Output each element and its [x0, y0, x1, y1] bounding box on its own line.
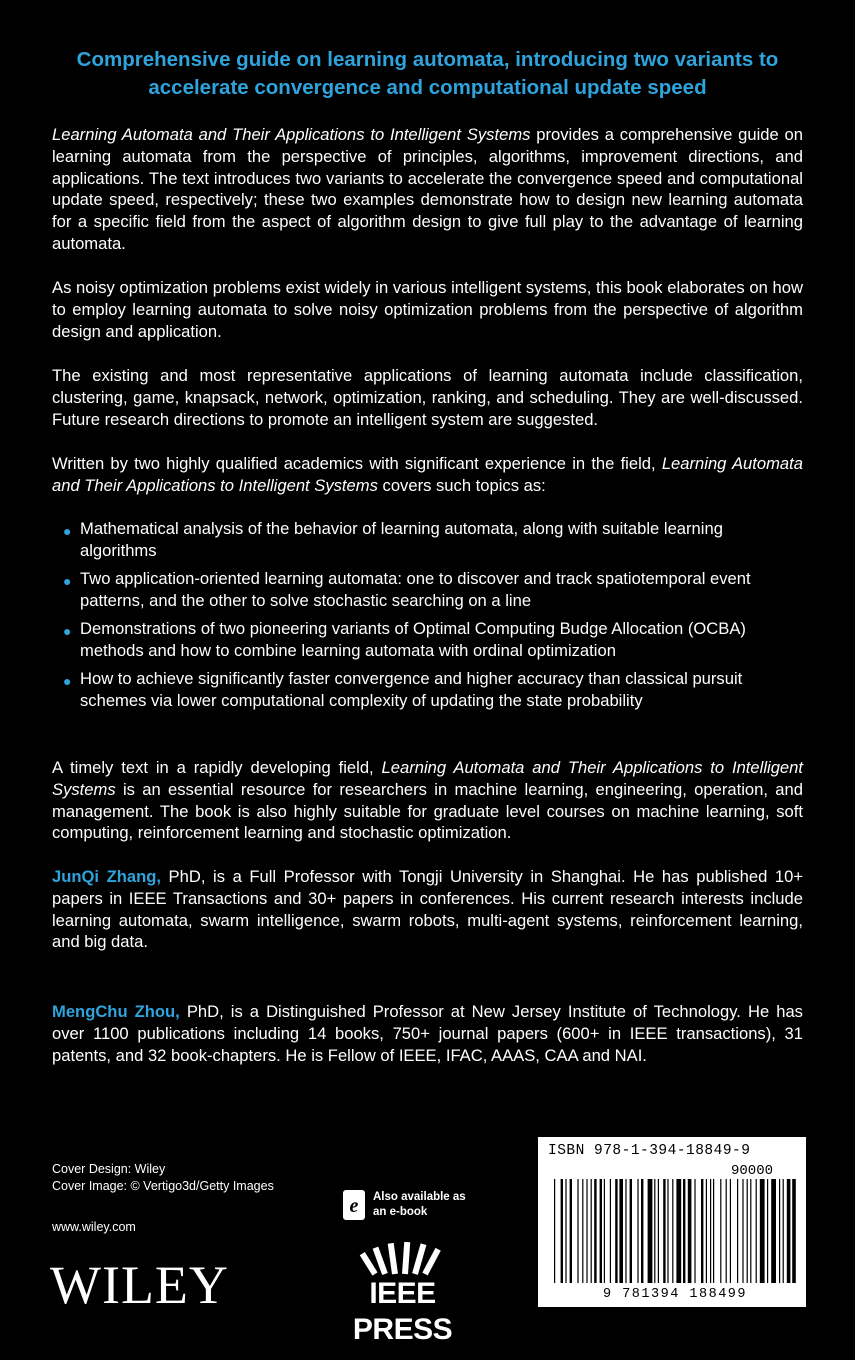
cover-credits	[52, 1161, 274, 1195]
author-bio-zhou	[52, 1001, 803, 1066]
list-item-text: Demonstrations of two pioneering variants of Optimal Computing Budge Allocation (OCBA) methods and how to combine learning automata with ordinal optimization	[80, 618, 746, 660]
list-item	[52, 618, 803, 662]
ieee-press-wordmark: IEEE PRESS	[352, 1277, 453, 1346]
wiley-logo: WILEY	[50, 1255, 229, 1315]
ieee-fan-icon	[320, 1240, 485, 1280]
ebook-icon: e	[343, 1190, 365, 1220]
ebook-notice	[343, 1190, 473, 1220]
paragraph-text: covers such topics as:	[377, 475, 546, 495]
description-paragraph-1	[52, 124, 803, 255]
ebook-label: Also available as an e-book	[373, 1191, 466, 1218]
author-bio-zhang	[52, 866, 803, 953]
bullet-icon: ●	[63, 523, 72, 539]
author-name: JunQi Zhang,	[52, 867, 161, 886]
back-cover-headline: Comprehensive guide on learning automata, introducing two variants to accelerate convergence and computational update speed	[76, 48, 779, 99]
list-item	[52, 568, 803, 612]
author-bio-text: PhD, is a Distinguished Professor at New Jersey Institute of Technology. He has over 1100 publications including 14 books, 750+ journal papers (600+ in IEEE transactions), 31 patents, and 32 book-chapters. He is Fellow of IEEE, IFAC, AAAS, CAA and NAI.	[52, 1002, 803, 1065]
barcode-bars	[550, 1179, 800, 1285]
list-item-text: Mathematical analysis of the behavior of learning automata, along with suitable learning algorithms	[80, 519, 723, 560]
summary-paragraph	[52, 757, 803, 844]
ieee-press-logo	[320, 1240, 485, 1346]
description-paragraph-2: As noisy optimization problems exist widely in various intelligent systems, this book elaborates on how to employ learning automata to solve noisy optimization problems from the perspective of algorithm design and application.	[52, 278, 803, 341]
price-code: 90000	[731, 1163, 774, 1179]
paragraph-text: A timely text in a rapidly developing field,	[52, 758, 382, 777]
author-name: MengChu Zhou,	[52, 1002, 180, 1021]
list-item-text: Two application-oriented learning automata: one to discover and track spatiotemporal event patterns, and the other to solve stochastic searching on a line	[80, 568, 751, 610]
publisher-website: www.wiley.com	[52, 1220, 136, 1234]
list-item	[52, 668, 803, 712]
book-title-italic: Learning Automata and Their Applications to Intelligent Systems	[52, 454, 803, 495]
author-bio-text: PhD, is a Full Professor with Tongji University in Shanghai. He has published 10+ papers in IEEE Transactions and 30+ papers in conferences. His current research interests include learning automata, swarm intelligence, swarm robots, multi-agent systems, reinforcement learning, and big data.	[52, 867, 804, 952]
bullet-icon: ●	[63, 572, 72, 589]
cover-design-credit: Cover Design: Wiley	[52, 1162, 166, 1176]
topics-list	[52, 518, 803, 718]
barcode-digits: 9 781394 188499	[602, 1287, 748, 1302]
isbn-barcode	[538, 1137, 806, 1307]
paragraph-text: Written by two highly qualified academics with significant experience in the field,	[52, 454, 662, 473]
paragraph-text: provides a comprehensive guide on learning automata from the perspective of principles, algorithms, improvement directions, and applications. The text introduces two variants to accelerate the convergence speed and computational update speed, respectively; these two examples demonstrate how to design new learning automata for a specific field from the aspect of algorithm design to give full play to the advantage of learning automata.	[52, 125, 803, 253]
cover-image-credit: Cover Image: © Vertigo3d/Getty Images	[52, 1179, 274, 1193]
list-item	[52, 518, 803, 562]
paragraph-text: is an essential resource for researchers in machine learning, engineering, operation, and management. The book is also highly suitable for graduate level courses on machine learning, soft computing, reinforcement learning and stochastic optimization.	[52, 779, 803, 843]
isbn-number: ISBN 978-1-394-18849-9	[548, 1143, 751, 1159]
bullet-icon: ●	[63, 672, 72, 689]
topics-intro-paragraph	[52, 453, 803, 497]
list-item-text: How to achieve significantly faster convergence and higher accuracy than classical pursuit schemes via lower computational complexity of updating the state probability	[80, 668, 743, 710]
description-paragraph-3: The existing and most representative applications of learning automata include classification, clustering, game, knapsack, network, optimization, ranking, and scheduling. They are well-discussed. Future research directions to promote an intelligent system are suggested.	[52, 366, 803, 429]
bullet-icon: ●	[63, 622, 72, 639]
book-title-italic: Learning Automata and Their Applications to Intelligent Systems	[52, 758, 803, 799]
book-title-italic: Learning Automata and Their Applications to Intelligent Systems	[52, 125, 531, 144]
